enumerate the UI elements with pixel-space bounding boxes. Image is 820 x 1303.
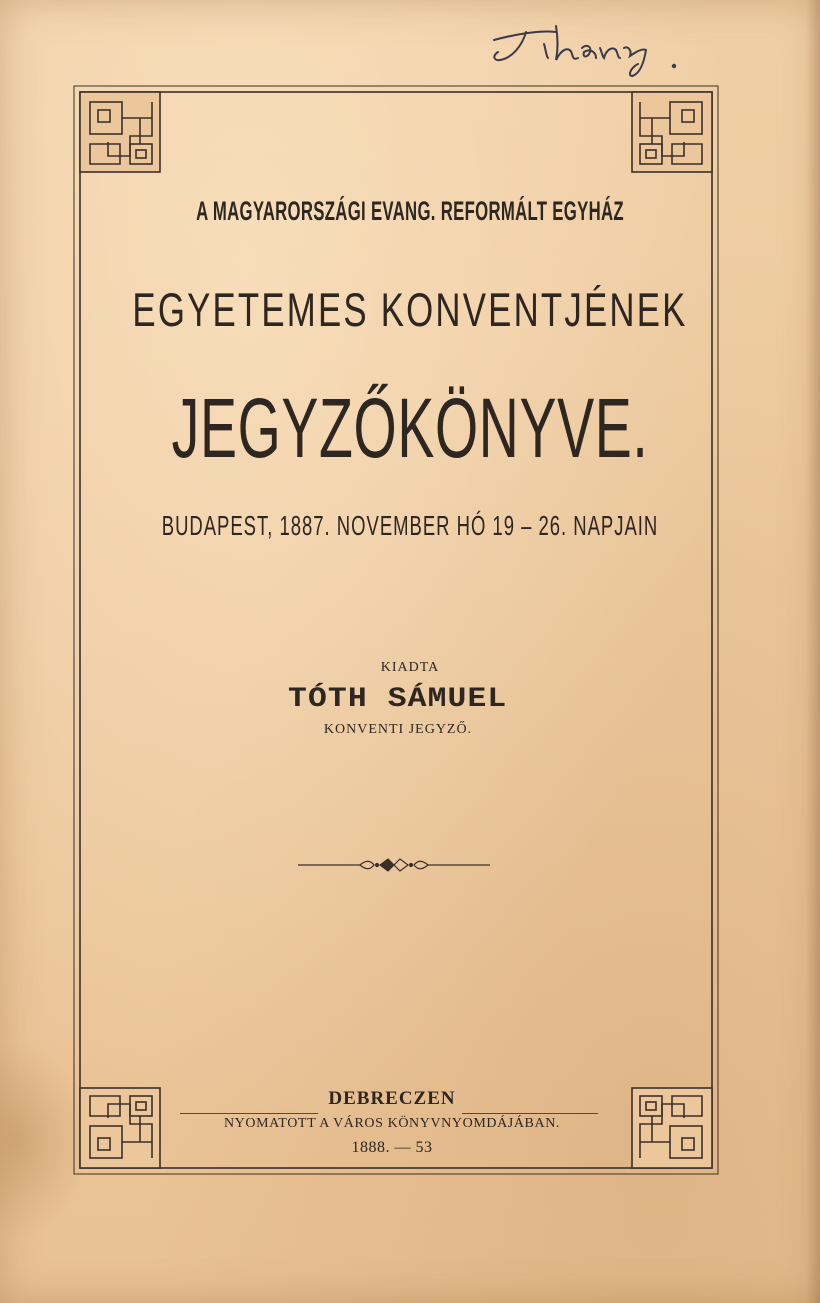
imprint-printer: NYOMATOTT A VÁROS KÖNYVNYOMDÁJÁBAN.: [223, 1116, 561, 1131]
ornament-divider-icon: [298, 855, 490, 875]
imprint-city: DEBRECZEN: [328, 1088, 456, 1109]
publisher-label: KIADTA: [380, 660, 440, 675]
page-title: JEGYZŐKÖNYVE.: [171, 381, 649, 475]
title-line-convent: EGYETEMES KONVENTJÉNEK: [132, 283, 688, 336]
handwritten-annotation: [486, 18, 686, 78]
title-line-church: A MAGYARORSZÁGI EVANG. REFORMÁLT EGYHÁZ: [196, 196, 624, 226]
page-edge-shadow: [806, 0, 820, 1303]
title-line-date: BUDAPEST, 1887. NOVEMBER HÓ 19 – 26. NAPJAIN: [161, 510, 659, 541]
ornamental-border: [72, 84, 720, 1176]
imprint-year: 1888. — 53: [351, 1139, 433, 1156]
imprint-rule-left: [180, 1113, 318, 1114]
publisher-name: TÓTH SÁMUEL: [288, 684, 508, 715]
imprint-rule-right: [462, 1113, 598, 1114]
publisher-role: KONVENTI JEGYZŐ.: [323, 722, 473, 737]
